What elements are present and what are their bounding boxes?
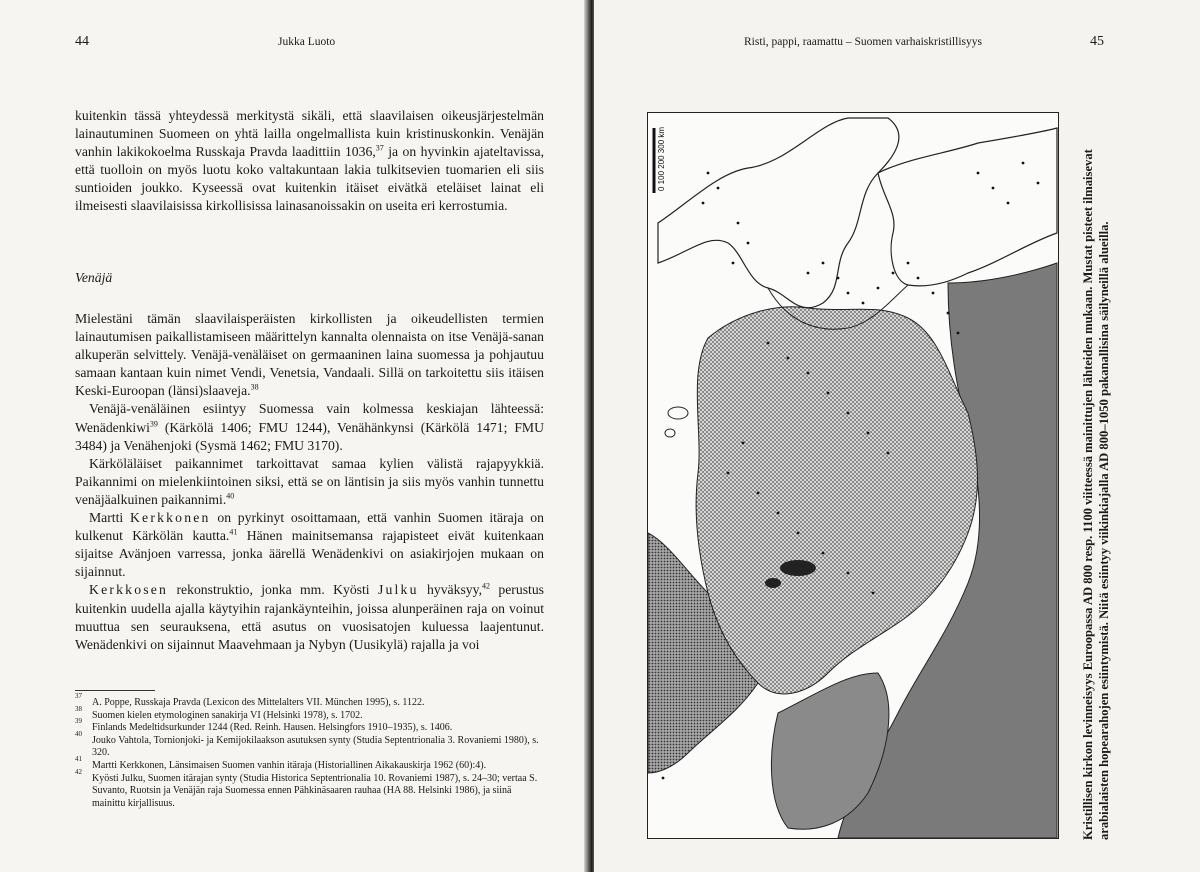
footnote: 42 Kyösti Julku, Suomen itärajan synty (Studia Historica Septentrionalia 10. Rovaniemi 1987), s. 24–30; vertaa S. Suvanto, Ruotsin ja Venäjän raja Suomessa ennen Pähkinäsaaren rauhaa (HA 88. Helsinki 1986), ja siinä mainittu kirjallisuus. xyxy=(75,767,538,809)
footnote: 40 Jouko Vahtola, Tornionjoki- ja Kemijokilaakson asutuksen synty (Studia Septentrionalia 3. Rovaniemi 1980), s. 320. xyxy=(75,729,539,759)
footnote-ref: 41 xyxy=(229,527,238,537)
running-head: Jukka Luoto xyxy=(278,36,336,48)
paragraph-3 xyxy=(75,400,544,454)
paragraph-6 xyxy=(75,581,544,653)
paragraph-5-rest: Hänen mainitsemansa rajapisteet eivät kuitenkaan sijaitse Avänjoen varressa, jonka äärellä Wenädenkivi on asiakirjojen mukaan on sijainnut. xyxy=(75,528,544,580)
map-caption xyxy=(1080,108,1128,840)
footnote-text: Jouko Vahtola, Tornionjoki- ja Kemijokilaakson asutuksen synty (Studia Septentrionalia 3. Rovaniemi 1980), s. 320. xyxy=(92,734,539,759)
europe-map xyxy=(648,113,1058,838)
paragraph-2-text: Mielestäni tämän slaavilaisperäisten kirkollisten ja oikeudellisten termien lainautumisen paikallistamiseen määrittelyn kannalta olennaista on itse Venäjä-sanan alkuperän selvittely. Venäjä-venäläiset on germaaninen laina suomessa ja pohjautuu samaan kantaan kuin nimet Vendi, Venetsia, Vandaali. Sillä on tarkoitettu siis itäisen Keski-Euroopan (länsi)slaaveja. xyxy=(75,311,544,399)
paragraph-5 xyxy=(75,509,544,581)
paragraph-6-mid: hyväksyy, xyxy=(418,582,483,598)
footnote: 38 Suomen kielen etymologinen sanakirja VI (Helsinki 1978), s. 1702. xyxy=(75,704,363,721)
left-page xyxy=(0,0,588,872)
paragraph-5-text: Martti xyxy=(89,510,130,526)
caption-line-2: arabialaisten hopearahojen esiintymistä. Niitä esiintyy viikinkiajalla AD 800–1050 pakanallisina säilyneillä alueilla. xyxy=(1097,221,1111,840)
footnote-text: A. Poppe, Russkaja Pravda (Lexicon des Mittelalters VII. München 1995), s. 1122. xyxy=(92,697,425,708)
paragraph-6-text: rekonstruktio, jonka mm. Kyösti xyxy=(168,582,378,598)
paragraph-1-rest: ja on hyvinkin ajateltavissa, että tuolloin on myös luotu koko valtakuntaan lakia tulkitsevien tuomarien eli siis suntioiden joukko. Kyseessä ovat kuitenkin itäiset eivätkä eteläiset lainat eli ilmeisesti slaavilaisissa kirkollisissa lainasanoissakin on useita eri kerrostumia. xyxy=(75,144,545,214)
footnote: 37 A. Poppe, Russkaja Pravda (Lexicon des Mittelalters VII. München 1995), s. 1122. xyxy=(75,692,425,708)
paragraph-3-text: Venäjä-venäläinen esiintyy Suomessa vain kolmessa keskiajan lähteessä: Wenädenkiwi xyxy=(75,401,544,435)
paragraph-1-text: kuitenkin tässä yhteydessä merkitystä sikäli, että slaavilaisen oikeusjärjestelmän lainautuminen Suomeen on yhtä lailla ongelmallista kuin kristinuskonkin. Venäjän vanhin lakikokoelma Russkaja Pravda laadittiin 1036, xyxy=(75,108,544,160)
footnote-text: Martti Kerkkonen, Länsimaisen Suomen vanhin itäraja (Historiallinen Aikakauskirja 1962 (60):4). xyxy=(92,759,487,771)
paragraph-3-rest: (Kärkölä 1406; FMU 1244), Venähänkynsi (Kärkölä 1471; FMU 3484) ja Venähenjoki (Sysmä 1462; FMU 3170). xyxy=(75,419,544,453)
map-figure xyxy=(647,112,1059,839)
page-number: 44 xyxy=(75,34,89,49)
paragraph-2 xyxy=(75,310,544,400)
paragraph-6-rest: perustus kuitenkin uudella ajalla käytyihin rajankäynteihin, joissa alunperäinen raja on voinut muuttua sen seurauksena, että asutus on vuosisatojen kuluessa laajentunut. Wenädenkivi on sijainnut Maavehmaan ja Nybyn (Uusikylä) rajalla ja voi xyxy=(75,582,545,652)
footnote-text: Finlands Medeltidsurkunder 1244 (Red. Reinh. Hausen. Helsingfors 1910–1935), s. 1406. xyxy=(92,722,453,734)
author-name: Julku xyxy=(377,582,419,598)
caption-line-1: Kristillisen kirkon levinneisyys Euroopassa AD 800 resp. 1100 viitteessä mainittujen lähteiden mukaan. Mustat pisteet ilmaisevat xyxy=(1081,149,1095,840)
footnote-ref: 42 xyxy=(482,581,491,591)
page-number: 45 xyxy=(1090,34,1104,49)
paragraph-4-text: Kärköläläiset paikannimet tarkoittavat samaa kylien välistä rajapyykkiä. Paikannimi on mielenkiintoinen siksi, että se on läntisin ja siis myös vanhin tunnettu venäjäalkuinen paikannimi. xyxy=(75,455,544,507)
scale-bar-label: 0 100 200 300 km xyxy=(657,126,666,191)
footnote-ref: 38 xyxy=(250,382,259,392)
paragraph-4 xyxy=(75,455,544,509)
footnote-divider xyxy=(75,690,155,691)
paragraph-1 xyxy=(75,107,544,216)
footnotes xyxy=(75,692,545,810)
section-title: Venäjä xyxy=(75,270,113,285)
footnote-text: Kyösti Julku, Suomen itärajan synty (Studia Historica Septentrionalia 10. Rovaniemi 1987), s. 24–30; vertaa S. Suvanto, Ruotsin ja Venäjän raja Suomessa ennen Pähkinäsaaren rauhaa (HA 88. Helsinki 1986), ja siinä mainittu kirjallisuus. xyxy=(92,772,538,809)
footnote-ref: 39 xyxy=(149,419,158,428)
island xyxy=(765,578,781,588)
footnote: 41 Martti Kerkkonen, Länsimaisen Suomen vanhin itäraja (Historiallinen Aikakauskirja 1962 (60):4). xyxy=(75,754,487,771)
paragraph-5-mid: on pyrkinyt osoittamaan, että vanhin Suomen itäraja on kulkenut Kärkölän kautta. xyxy=(75,510,544,544)
footnote-text: Suomen kielen etymologinen sanakirja VI (Helsinki 1978), s. 1702. xyxy=(92,709,363,721)
body-section xyxy=(75,310,544,654)
footnote-ref: 37 xyxy=(375,143,384,153)
footnote: 39 Finlands Medeltidsurkunder 1244 (Red. Reinh. Hausen. Helsingfors 1910–1935), s. 1406. xyxy=(75,717,453,734)
author-name: Kerkkonen xyxy=(129,510,211,526)
author-name: Kerkkosen xyxy=(89,582,169,598)
running-head: Risti, pappi, raamattu – Suomen varhaiskristillisyys xyxy=(744,36,982,48)
footnote-ref: 40 xyxy=(226,491,235,501)
island xyxy=(780,560,816,576)
